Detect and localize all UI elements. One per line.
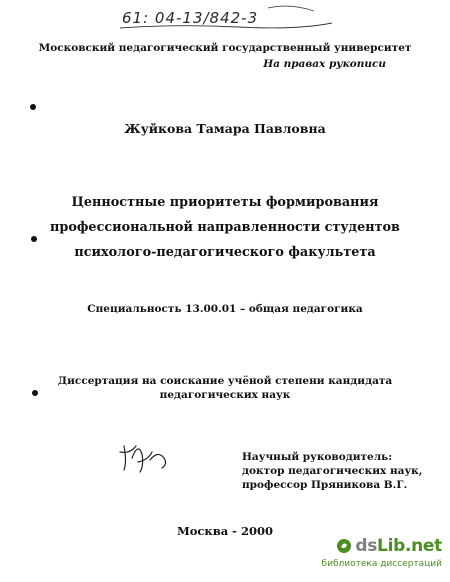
binding-hole-dot: [32, 390, 38, 396]
dslib-watermark: [321, 536, 442, 576]
dslib-logo-icon: [336, 538, 352, 554]
binding-hole-dot: [31, 236, 37, 242]
watermark-caption: библиотека диссертаций: [321, 559, 442, 569]
dissertation-title: [0, 190, 450, 265]
title-line: Ценностные приоритеты формирования: [71, 195, 379, 210]
city-year: Москва - 2000: [177, 524, 273, 538]
supervisor-info: [242, 450, 422, 492]
supervisor-line: Научный руководитель:: [242, 451, 393, 463]
archive-stamp: [118, 2, 338, 32]
supervisor-line: профессор Пряникова В.Г.: [242, 479, 408, 491]
specialty: Специальность 13.00.01 – общая педагогика: [87, 303, 363, 315]
title-line: профессиональной направленности студентов: [50, 220, 400, 235]
brand-net: .net: [404, 536, 442, 556]
binding-hole-dot: [30, 104, 36, 110]
university-name: Московский педагогический государственный университет: [38, 42, 412, 54]
brand-ds: ds: [355, 536, 378, 556]
archive-stamp-text: 61: 04-13/842-3: [122, 9, 259, 27]
handwritten-signature: [118, 432, 174, 476]
degree-statement: [0, 374, 450, 402]
author-name: Жуйкова Тамара Павловна: [124, 121, 326, 136]
watermark-brand: [355, 536, 442, 556]
title-line: психолого-педагогического факультета: [74, 245, 376, 260]
supervisor-line: доктор педагогических наук,: [242, 465, 423, 477]
degree-line: Диссертация на соискание учёной степени кандидата: [57, 375, 393, 387]
degree-line: педагогических наук: [159, 389, 291, 401]
brand-lib: Lib: [377, 536, 405, 556]
manuscript-notice: На правах рукописи: [263, 58, 386, 70]
watermark-brand-row: [336, 536, 442, 556]
archive-stamp-drawing: [118, 2, 338, 32]
stamp-flourish: [268, 6, 314, 11]
